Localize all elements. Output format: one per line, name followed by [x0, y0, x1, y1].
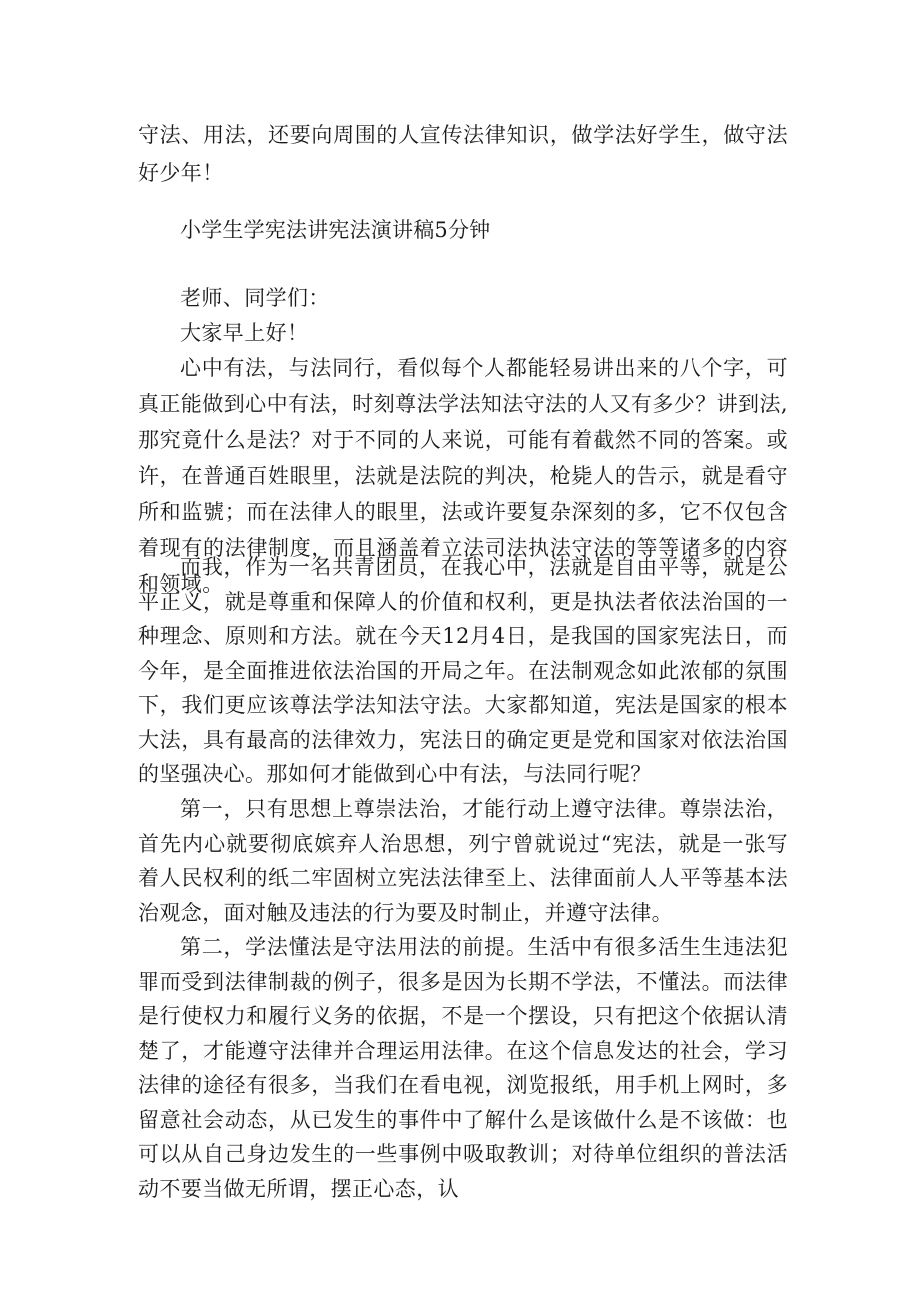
speech-title: 小学生学宪法讲宪法演讲稿5分钟 — [180, 218, 491, 242]
intro-paragraph: 守法、用法，还要向周围的人宣传法律知识，做学法好学生，做守法好少年！ — [138, 123, 788, 185]
body-paragraph-1: 心中有法，与法同行，看似每个人都能轻易讲出来的八个字，可真正能做到心中有法，时刻尊法学法知法守法的人又有多少？讲到法,那究竟什么是法？对于不同的人来说，可能有着截然不同的答案。或许，在普通百姓眼里，法就是法院的判决，枪毙人的告示，就是看守所和监號；而在法律人的眼里，法或许要复杂深刻的多，它不仅包含着现有的法律制度，而且涵盖着立法司法执法守法的等等诸多的内容和领域。 — [138, 356, 788, 596]
body-paragraph-4: 第二，学法懂法是守法用法的前提。生活中有很多活生生违法犯罪而受到法律制裁的例子，很多是因为长期不学法，不懂法。而法律是行使权力和履行义务的依据，不是一个摆设，只有把这个依据认清楚了，才能遵守法律并合理运用法律。在这个信息发达的社会，学习法律的途径有很多，当我们在看电视，浏览报纸，用手机上网时，多留意社会动态，从已发生的事件中了解什么是该做什么是不该做：也可以从自己身边发生的一些事例中吸取教训；对待单位组织的普法活动不要当做无所谓，摆正心态，认 — [138, 935, 788, 1201]
salutation: 老师、同学们： — [180, 286, 330, 310]
body-paragraph-2: 而我，作为一名共青团员，在我心中，法就是自由平等，就是公平正义，就是尊重和保障人的价值和权利，更是执法者依法治国的一种理念、原则和方法。就在今天12月4日，是我国的国家宪法日，而今年，是全面推进依法治国的开局之年。在法制观念如此浓郁的氛围下，我们更应该尊法学法知法守法。大家都知道，宪法是国家的根本大法，具有最高的法律效力，宪法日的确定更是党和国家对依法治国的坚强决心。那如何才能做到心中有法，与法同行呢？ — [138, 555, 788, 786]
greeting: 大家早上好！ — [180, 321, 309, 345]
body-paragraph-3: 第一，只有思想上尊崇法治，才能行动上遵守法律。尊崇法治，首先内心就要彻底嫔弃人治思想，列宁曾就说过“宪法，就是一张写着人民权利的纸二牢固树立宪法法律至上、法律面前人人平等基本法治观念，面对触及违法的行为要及时制止，并遵守法律。 — [138, 797, 788, 925]
